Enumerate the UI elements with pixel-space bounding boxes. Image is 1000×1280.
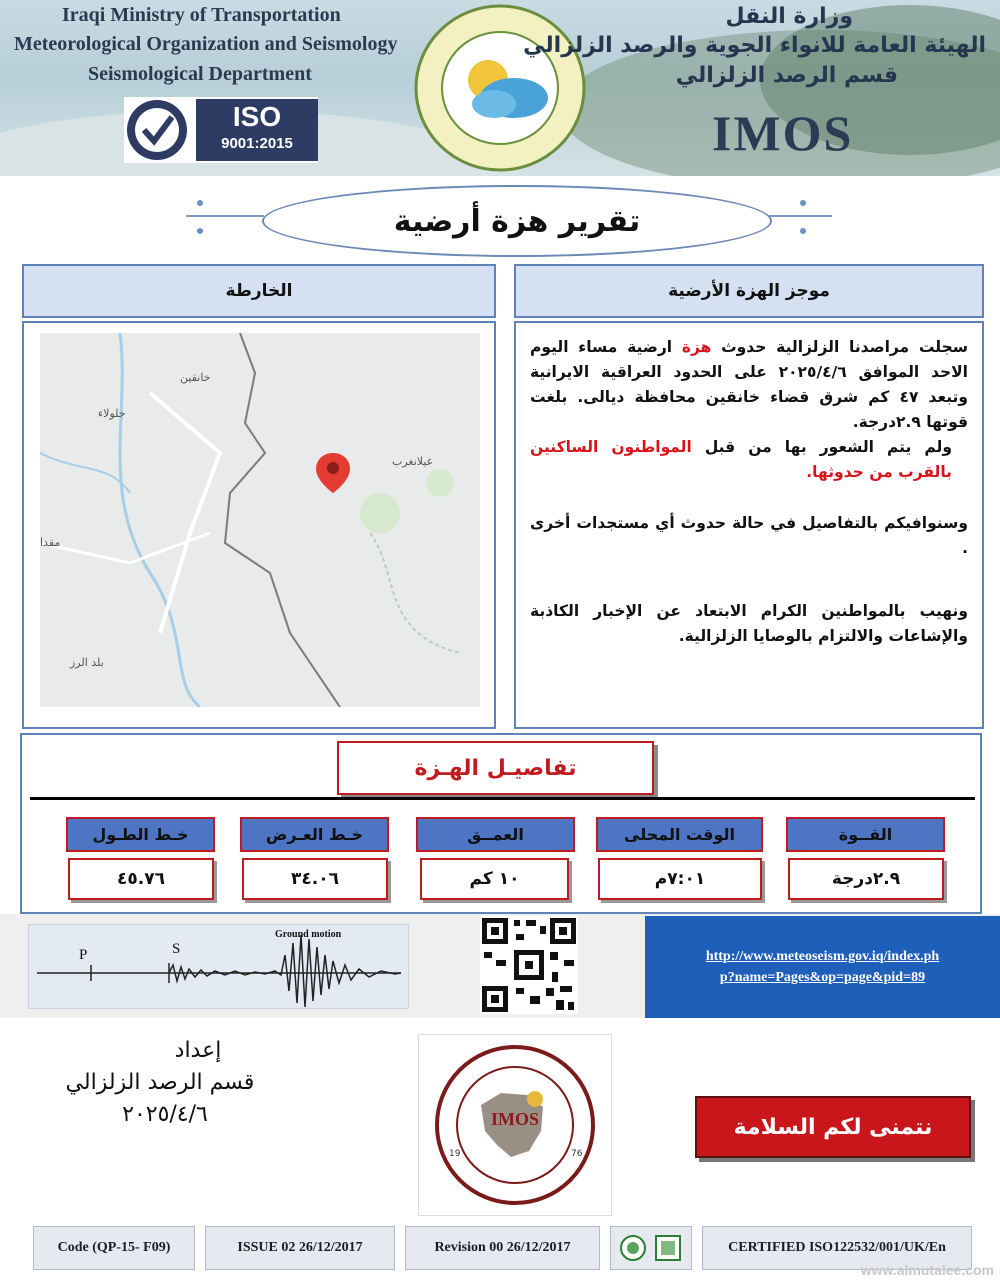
organization-emblem [414, 4, 586, 172]
footer-issue: ISSUE 02 26/12/2017 [205, 1226, 395, 1270]
map-label-gilan-gharb: غيلانغرب [392, 455, 433, 468]
emblem-sun-cloud-icon [414, 4, 586, 172]
seismogram-graphic [28, 924, 409, 1009]
report-title [262, 185, 772, 257]
summary-text [516, 323, 982, 649]
map-label-khanaqin: خانقين [180, 371, 211, 384]
magnitude-header: القــوة [786, 817, 945, 852]
epicenter-map[interactable] [40, 333, 480, 707]
website-link-box[interactable] [645, 916, 1000, 1018]
depth-value: ١٠ كم [420, 858, 569, 900]
iso-badge [124, 97, 318, 163]
summary-paragraph: ونهيب بالمواطنين الكرام الابتعاد عن الإخبار الكاذبة والإشاعات والالتزام بالوصايا الزلزالية. [530, 602, 968, 645]
details-divider [30, 797, 975, 800]
logo-year-right: 76 [571, 1149, 583, 1159]
imos-acronym: IMOS [712, 105, 854, 161]
en-department-title: Seismological Department [88, 63, 312, 85]
depth-header: العمــق [416, 817, 575, 852]
prepared-by-label: إعداد [174, 1038, 222, 1063]
imos-logo-text: IMOS [491, 1109, 540, 1129]
safety-message: نتمنى لكم السلامة [695, 1096, 971, 1158]
map-label-muqdadiya: مقدا [40, 536, 61, 549]
report-title-text: تقرير هزة أرضية [393, 203, 641, 239]
imos-logo [418, 1034, 612, 1216]
ar-organization-title: الهيئة العامة للانواء الجوية والرصد الزلزالي [523, 33, 986, 58]
ar-department-title: قسم الرصد الزلزالي [675, 63, 898, 88]
details-title: تفاصيـل الهـزة [337, 741, 654, 795]
latitude-value: ٣٤.٠٦ [242, 858, 388, 900]
map-graphic [40, 333, 480, 707]
epicenter-pin-icon[interactable] [314, 451, 352, 495]
footer-code: Code (QP-15- F09) [33, 1226, 195, 1270]
website-link-line1[interactable]: http://www.meteoseism.gov.iq/index.ph [705, 949, 940, 964]
summary-paragraph: وسنوافيكم بالتفاصيل في حالة حدوث أي مستجدات أخرى . [530, 514, 968, 557]
seismogram-wave-icon [29, 925, 408, 1008]
certification-logos-icon [618, 1233, 684, 1263]
ground-motion-label: Ground motion [275, 929, 342, 940]
footer-certified: CERTIFIED ISO122532/001/UK/En [702, 1226, 972, 1270]
local-time-header: الوقت المحلى [596, 817, 763, 852]
summary-panel [514, 321, 984, 729]
en-organization-title: Meteorological Organization and Seismology [14, 33, 398, 55]
website-link-line2[interactable]: p?name=Pages&op=page&pid=89 [719, 970, 926, 985]
iso-label: ISO [232, 101, 282, 132]
title-decoration-dot [800, 200, 806, 206]
title-decoration-left [186, 215, 264, 217]
title-decoration-right [766, 215, 832, 217]
latitude-header: خـط العـرض [240, 817, 389, 852]
prepared-date: ٢٠٢٥/٤/٦ [122, 1102, 208, 1127]
logo-year-left: 19 [449, 1149, 461, 1159]
summary-paragraph: سجلت مراصدنا الزلزالية حدوث هزة ارضية مساء اليوم الاحد الموافق ٢٠٢٥/٤/٦ على الحدود العراقية الايرانية وتبعد ٤٧ كم شرق قضاء خانقين محافظة ديالى. بلغت قوتها ٢.٩درجة. [530, 338, 969, 431]
title-decoration-dot [197, 228, 203, 234]
longitude-header: خـط الطـول [66, 817, 215, 852]
prepared-by-department: قسم الرصد الزلزالي [65, 1070, 255, 1095]
footer-cert-logos [610, 1226, 692, 1270]
magnitude-value: ٢.٩درجة [788, 858, 944, 900]
local-time-value: ٧:٠١م [598, 858, 762, 900]
map-heading: الخارطة [22, 264, 496, 318]
footer-revision: Revision 00 26/12/2017 [405, 1226, 600, 1270]
iso-number: 9001:2015 [221, 135, 293, 152]
qr-code-icon [480, 916, 578, 1014]
en-ministry-title: Iraqi Ministry of Transportation [62, 4, 341, 26]
map-label-baladruz: بلد الرز [70, 656, 104, 669]
site-watermark: www.almutalee.com [860, 1262, 994, 1278]
p-wave-label: P [79, 947, 88, 963]
summary-paragraph: ولم يتم الشعور بها من قبل المواطنون الساكنين بالقرب من حدوثها. [530, 438, 952, 481]
map-label-jalawla: جلولاء [98, 407, 126, 420]
longitude-value: ٤٥.٧٦ [68, 858, 214, 900]
title-decoration-dot [800, 228, 806, 234]
qr-code[interactable] [480, 916, 578, 1014]
report-header [0, 0, 1000, 176]
summary-heading: موجز الهزة الأرضية [514, 264, 984, 318]
title-decoration-dot [197, 200, 203, 206]
ar-ministry-title: وزارة النقل [725, 4, 853, 29]
s-wave-label: S [172, 941, 181, 957]
